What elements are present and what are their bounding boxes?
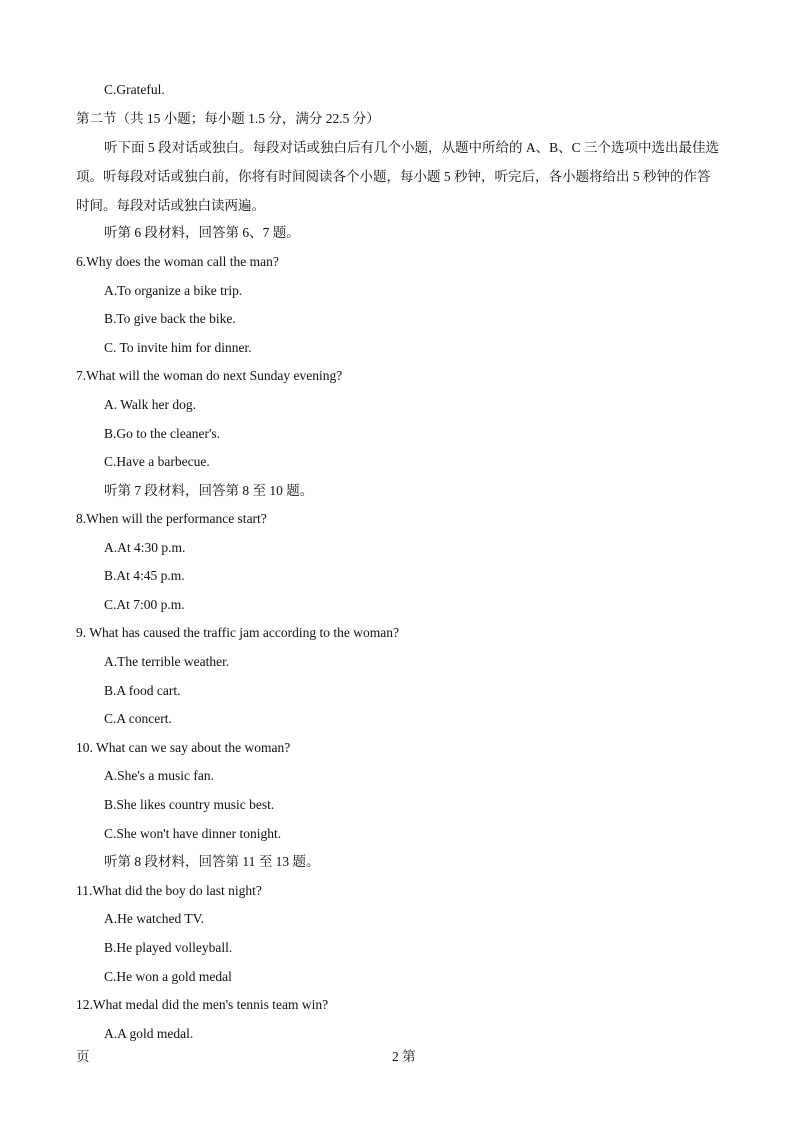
answer-option: B.She likes country music best.	[104, 797, 275, 812]
answer-option: B.He played volleyball.	[104, 940, 233, 955]
question: 7.What will the woman do next Sunday evening?	[76, 368, 343, 383]
material-heading: 听第 8 段材料，回答第 11 至 13 题。	[104, 854, 320, 869]
question: 10. What can we say about the woman?	[76, 740, 291, 755]
answer-option: A. Walk her dog.	[104, 397, 197, 412]
answer-option: A.He watched TV.	[104, 911, 204, 926]
question: 6.Why does the woman call the man?	[76, 254, 279, 269]
answer-option: A.To organize a bike trip.	[104, 283, 243, 298]
question: 9. What has caused the traffic jam according to the woman?	[76, 625, 400, 640]
answer-option: C.At 7:00 p.m.	[104, 597, 185, 612]
answer-option: C.Have a barbecue.	[104, 454, 210, 469]
answer-option: A.She's a music fan.	[104, 768, 215, 783]
question: 12.What medal did the men's tennis team win?	[76, 997, 329, 1012]
answer-option: B.Go to the cleaner's.	[104, 426, 221, 441]
answer-option: A.At 4:30 p.m.	[104, 540, 186, 555]
instructions-paragraph	[76, 133, 722, 220]
instructions-text: 听下面 5 段对话或独白。每段对话或独白后有几个小题，从题中所给的 A、B、C 三个选项中选出最佳选项。听每段对话或独白前，你将有时间阅读各个小题，每小题 5 秒钟，听完后，各小题将给出 5 秒钟的作答时间。每段对话或独白读两遍。	[76, 140, 720, 213]
question: 8.When will the performance start?	[76, 511, 267, 526]
material-heading: 听第 7 段材料，回答第 8 至 10 题。	[104, 483, 314, 498]
answer-option: B.To give back the bike.	[104, 311, 236, 326]
section-heading: 第二节（共 15 小题；每小题 1.5 分，满分 22.5 分）	[76, 111, 380, 126]
footer-page-label: 页	[76, 1049, 90, 1064]
answer-option: C. To invite him for dinner.	[104, 340, 252, 355]
answer-option: A.The terrible weather.	[104, 654, 230, 669]
question: 11.What did the boy do last night?	[76, 883, 262, 898]
answer-option: A.A gold medal.	[104, 1026, 194, 1041]
answer-option: B.A food cart.	[104, 683, 181, 698]
answer-option: C.He won a gold medal	[104, 969, 232, 984]
footer-page-number: 2 第	[392, 1049, 416, 1064]
answer-option: C.A concert.	[104, 711, 172, 726]
answer-option: B.At 4:45 p.m.	[104, 568, 185, 583]
answer-option: C.Grateful.	[104, 82, 165, 97]
material-heading: 听第 6 段材料，回答第 6、7 题。	[104, 225, 300, 240]
answer-option: C.She won't have dinner tonight.	[104, 826, 282, 841]
